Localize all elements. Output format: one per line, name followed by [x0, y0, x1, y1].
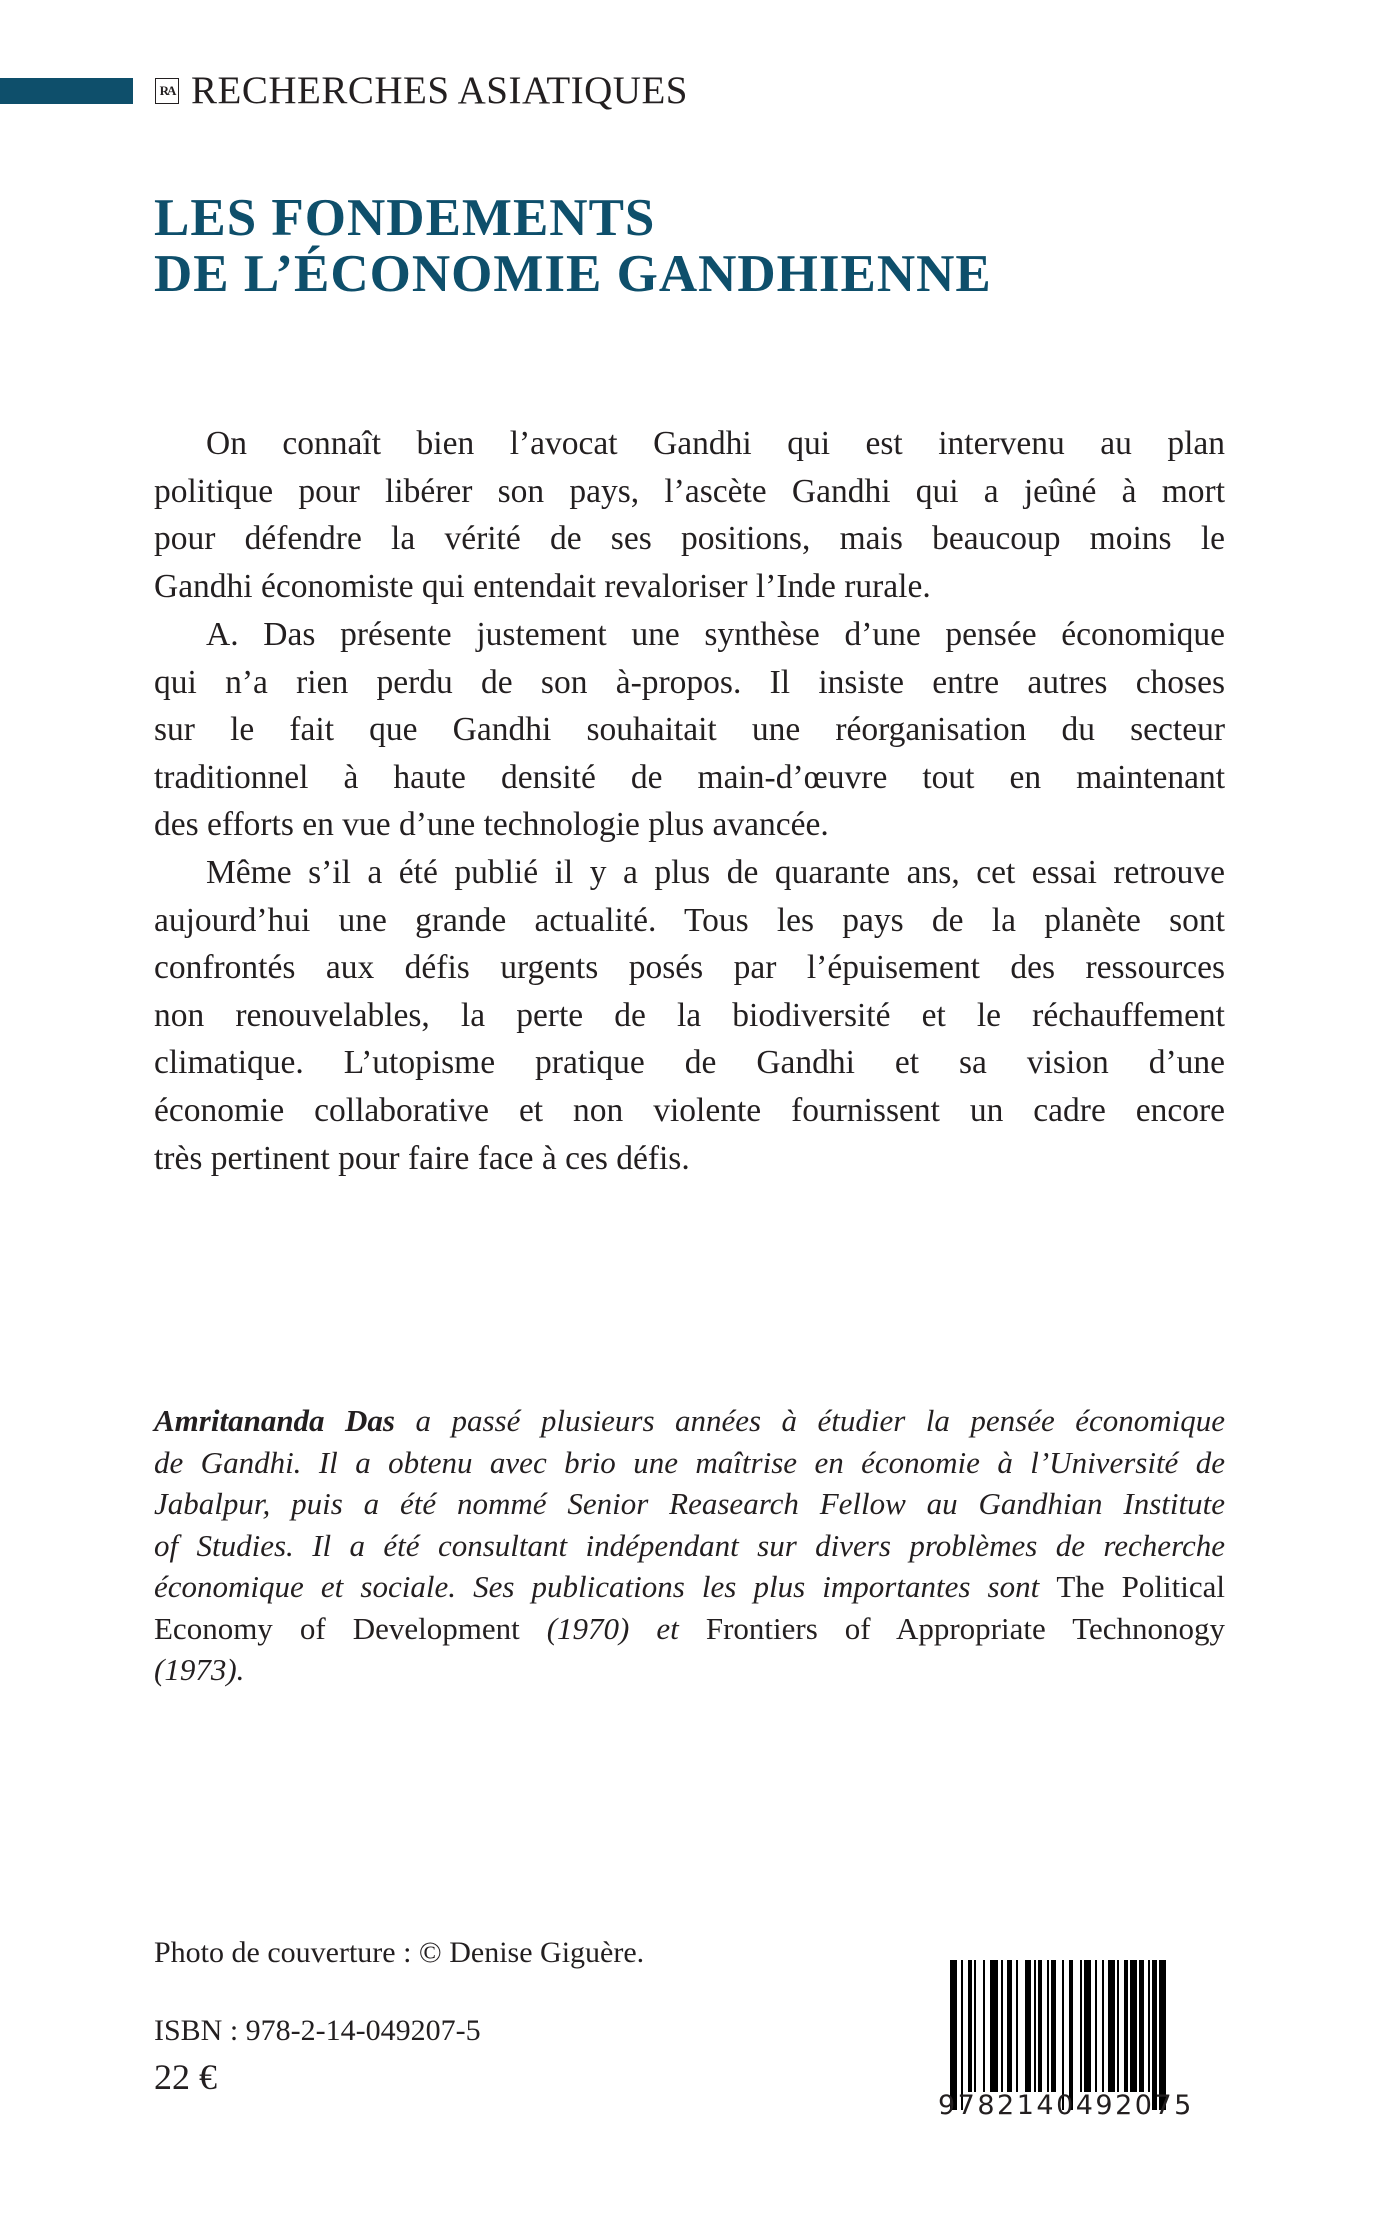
barcode-bar	[1062, 1960, 1064, 2110]
blurb-line: A. Das présente justement une synthèse d’une pensée économique	[206, 616, 1225, 653]
barcode-bar	[1051, 1960, 1055, 2092]
barcode-bar	[968, 1960, 972, 2092]
barcode-bars	[950, 1960, 1220, 2098]
publisher-logo-icon: RA	[155, 78, 179, 104]
barcode-bar	[1124, 1960, 1128, 2092]
title-line-2: DE L’ÉCONOMIE GANDHIENNE	[154, 245, 992, 303]
blurb-line: très pertinent pour faire face à ces défis.	[154, 1139, 690, 1177]
blurb-line: Gandhi économiste qui entendait revaloriser l’Inde rurale.	[154, 567, 931, 605]
barcode-bar	[990, 1960, 999, 2092]
blurb-paragraph	[154, 611, 1225, 849]
barcode-bar	[1069, 1960, 1073, 2110]
blurb-line: confrontés aux défis urgents posés par l’épuisement des ressources	[154, 949, 1225, 987]
barcode-bar	[1117, 1960, 1119, 2092]
blurb-line: climatique. L’utopisme pratique de Gandhi et sa vision d’une	[154, 1044, 1225, 1082]
book-title	[154, 190, 992, 302]
barcode-bar	[1047, 1960, 1049, 2092]
title-line-1: LES FONDEMENTS	[154, 189, 656, 247]
blurb-line: qui n’a rien perdu de son à-propos. Il insiste entre autres choses	[154, 663, 1225, 701]
blurb-paragraph	[154, 420, 1225, 610]
blurb-line: Même s’il a été publié il y a plus de quarante ans, cet essai retrouve	[206, 854, 1225, 891]
barcode-bar	[1095, 1960, 1097, 2092]
series-name	[155, 68, 688, 113]
blurb-line: On connaît bien l’avocat Gandhi qui est intervenu au plan	[206, 425, 1225, 462]
barcode-bar	[950, 1960, 957, 2110]
barcode-bar	[983, 1960, 985, 2092]
barcode-bar	[1130, 1960, 1137, 2092]
blurb-line: sur le fait que Gandhi souhaitait une réorganisation du secteur	[154, 711, 1225, 749]
barcode-bar	[1108, 1960, 1115, 2092]
barcode-bar	[961, 1960, 963, 2110]
barcode-bar	[1152, 1960, 1156, 2110]
author-name: Amritananda Das	[154, 1403, 395, 1438]
barcode-bar	[974, 1960, 976, 2092]
barcode-bar	[1159, 1960, 1166, 2110]
barcode-digits: 9782140492075	[938, 2090, 1194, 2121]
barcode-bar	[1016, 1960, 1018, 2092]
series-color-bar	[0, 78, 133, 104]
series-label: RECHERCHES ASIATIQUES	[191, 69, 688, 112]
author-bio: Amritananda Das a passé plusieurs années à étudier la pensée économique de Gandhi. Il a obtenu avec brio une maîtrise en économie à l’Université de Jabalpur, puis a été nommé Senior Reasearch Fellow au Gandhian Institute of Studies. Il a été consultant indépendant sur divers problèmes de recherche économique et sociale. Ses publications les plus importantes sont The Political Economy of Development (1970) et Frontiers of Appropriate Technonogy (1973).	[154, 1403, 1226, 1687]
blurb-line: pour défendre la vérité de ses positions, mais beaucoup moins le	[154, 520, 1225, 558]
blurb-line: traditionnel à haute densité de main-d’œuvre tout en maintenant	[154, 758, 1225, 796]
blurb-paragraph	[154, 849, 1225, 1182]
price: 22 €	[154, 2057, 217, 2097]
barcode-bar	[1007, 1960, 1011, 2092]
barcode-bar	[1001, 1960, 1003, 2092]
blurb-line: non renouvelables, la perte de la biodiversité et le réchauffement	[154, 996, 1225, 1034]
photo-credit: Photo de couverture : © Denise Giguère.	[154, 1936, 645, 1969]
barcode	[938, 1960, 1228, 2120]
barcode-bar	[1080, 1960, 1082, 2092]
barcode-bar	[1084, 1960, 1091, 2092]
barcode-bar	[1034, 1960, 1036, 2092]
blurb-line: aujourd’hui une grande actualité. Tous les pays de la planète sont	[154, 901, 1225, 939]
barcode-bar	[1148, 1960, 1150, 2092]
barcode-bar	[1025, 1960, 1032, 2092]
blurb-line: des efforts en vue d’une technologie plus avancée.	[154, 806, 829, 844]
barcode-bar	[1139, 1960, 1143, 2092]
blurb-line: politique pour libérer son pays, l’ascète Gandhi qui a jeûné à mort	[154, 472, 1225, 510]
isbn: ISBN : 978-2-14-049207-5	[154, 2014, 481, 2047]
blurb-line: économie collaborative et non violente fournissent un cadre encore	[154, 1091, 1225, 1129]
barcode-bar	[1038, 1960, 1042, 2092]
barcode-bar	[1102, 1960, 1104, 2092]
